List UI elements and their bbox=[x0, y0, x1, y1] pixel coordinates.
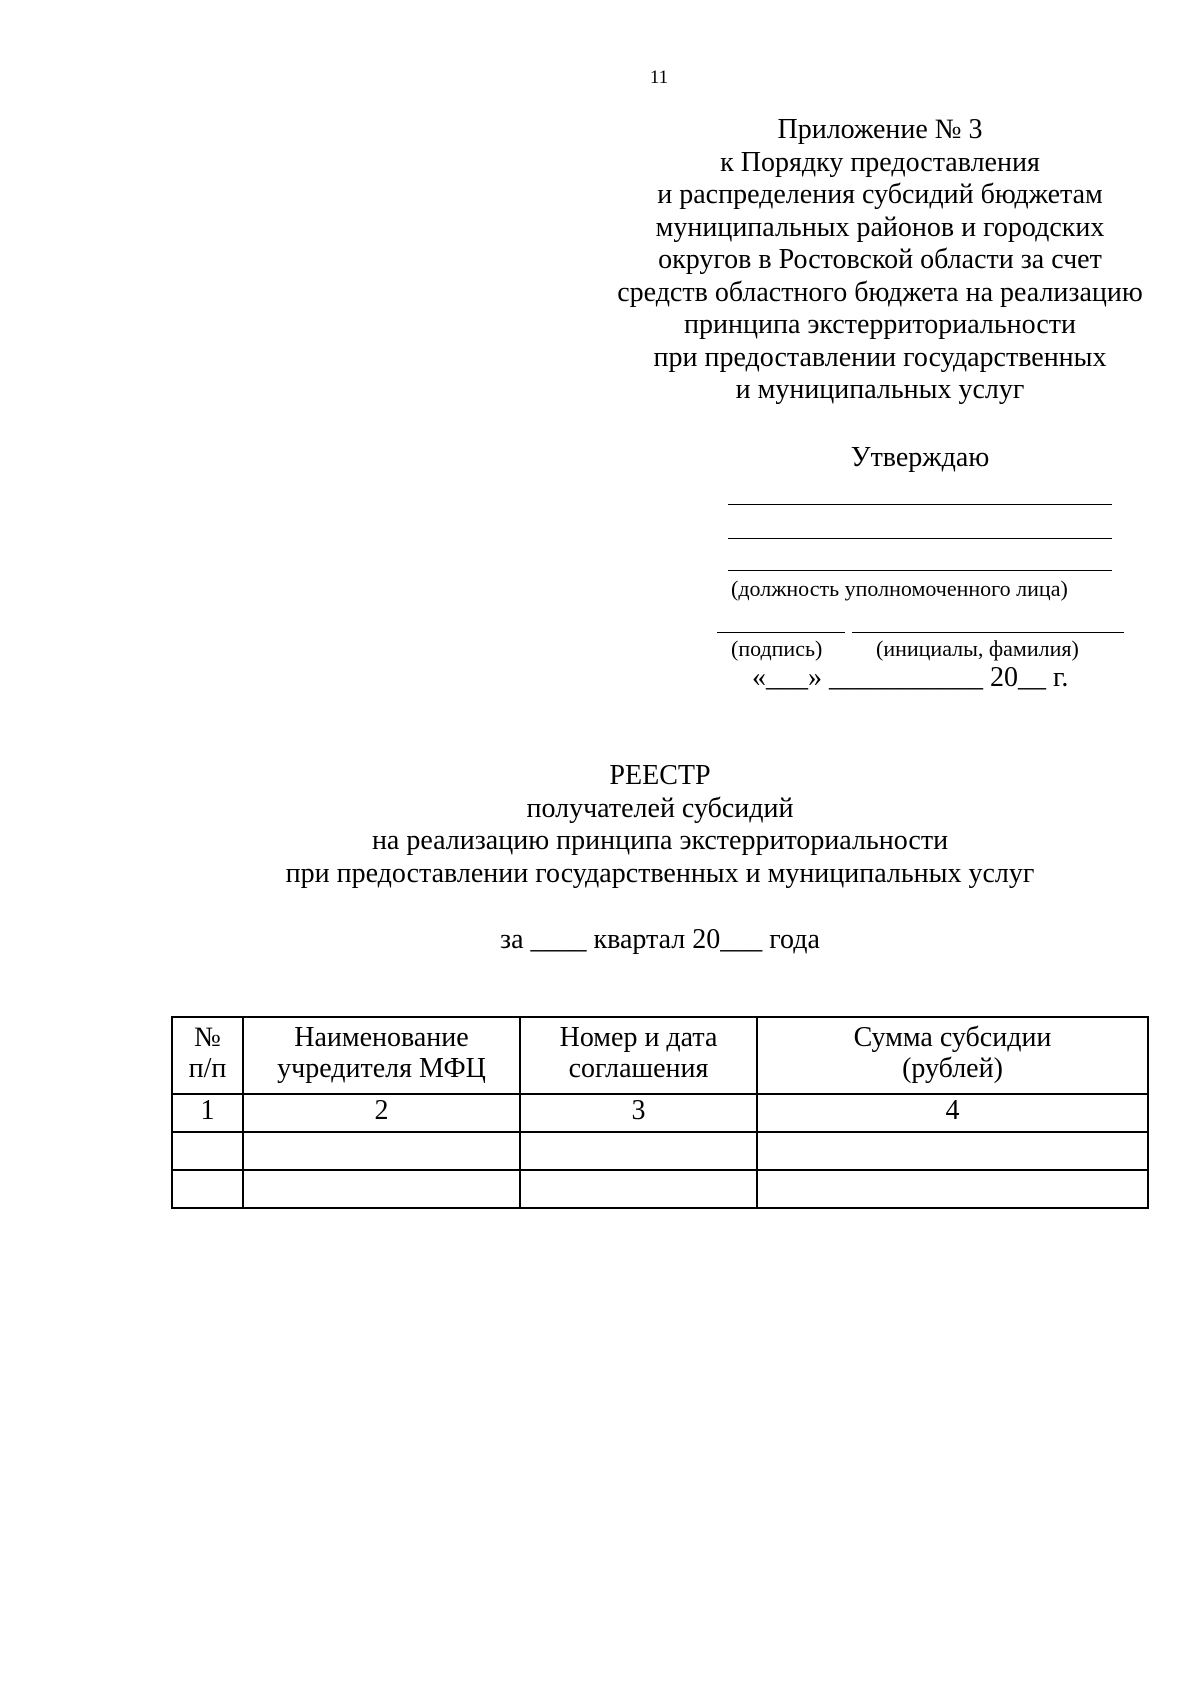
table-cell bbox=[757, 1132, 1148, 1170]
header-text: соглашения bbox=[568, 1053, 709, 1084]
registry-heading bbox=[200, 760, 1120, 890]
table-cell bbox=[172, 1170, 243, 1208]
appendix-line: и распределения субсидий бюджетам bbox=[657, 179, 1103, 210]
column-number-row bbox=[172, 1094, 1148, 1132]
table-row bbox=[172, 1132, 1148, 1170]
registry-period: за ____ квартал 20___ года bbox=[500, 924, 820, 955]
registry-subtitle-line: на реализацию принципа экстерриториальности bbox=[371, 825, 949, 856]
appendix-line: при предоставлении государственных bbox=[653, 341, 1107, 373]
table-cell bbox=[172, 1132, 243, 1170]
signature-line bbox=[717, 632, 845, 633]
table-cell bbox=[757, 1170, 1148, 1208]
table-cell bbox=[243, 1132, 520, 1170]
header-text: учредителя МФЦ bbox=[277, 1053, 486, 1084]
registry-subtitle-line: получателей субсидий bbox=[526, 792, 794, 824]
appendix-line: средств областного бюджета на реализацию bbox=[617, 276, 1143, 308]
column-number: 2 bbox=[243, 1094, 520, 1132]
header-text: (рублей) bbox=[902, 1053, 1003, 1084]
table-header-row bbox=[172, 1017, 1148, 1094]
registry-table bbox=[171, 1016, 1149, 1209]
position-line-3 bbox=[728, 570, 1112, 571]
position-caption: (должность уполномоченного лица) bbox=[731, 576, 1068, 601]
approval-title: Утверждаю bbox=[850, 442, 990, 473]
registry-subtitle-line: при предоставлении государственных и муниципальных услуг bbox=[285, 857, 1035, 889]
header-cell bbox=[520, 1017, 757, 1094]
name-caption: (инициалы, фамилия) bbox=[876, 636, 1079, 661]
appendix-line: и муниципальных услуг bbox=[735, 374, 1025, 405]
header-cell bbox=[243, 1017, 520, 1094]
table-cell bbox=[520, 1132, 757, 1170]
appendix-line: Приложение № 3 bbox=[777, 114, 983, 145]
appendix-line: округов в Ростовской области за счет bbox=[658, 244, 1102, 275]
header-text: п/п bbox=[188, 1053, 227, 1084]
header-text: Номер и дата bbox=[559, 1022, 718, 1053]
appendix-line: к Порядку предоставления bbox=[720, 146, 1040, 178]
table-cell bbox=[243, 1170, 520, 1208]
appendix-header bbox=[600, 114, 1160, 407]
header-cell bbox=[172, 1017, 243, 1094]
column-number: 4 bbox=[757, 1094, 1148, 1132]
appendix-line: муниципальных районов и городских bbox=[655, 211, 1105, 243]
registry-title: РЕЕСТР bbox=[609, 760, 711, 791]
signature-caption: (подпись) bbox=[731, 636, 823, 661]
column-number: 3 bbox=[520, 1094, 757, 1132]
appendix-line: принципа экстерриториальности bbox=[684, 309, 1076, 340]
header-text: Наименование bbox=[294, 1022, 469, 1053]
header-text: № bbox=[194, 1022, 221, 1053]
position-line-1 bbox=[728, 504, 1112, 505]
position-line-2 bbox=[728, 538, 1112, 539]
page-number: 11 bbox=[649, 67, 669, 88]
table-cell bbox=[520, 1170, 757, 1208]
table-row bbox=[172, 1170, 1148, 1208]
column-number: 1 bbox=[172, 1094, 243, 1132]
header-text: Сумма субсидии bbox=[853, 1022, 1052, 1053]
approval-date: «___» ___________ 20__ г. bbox=[752, 662, 1069, 693]
header-cell bbox=[757, 1017, 1148, 1094]
name-line bbox=[852, 632, 1124, 633]
